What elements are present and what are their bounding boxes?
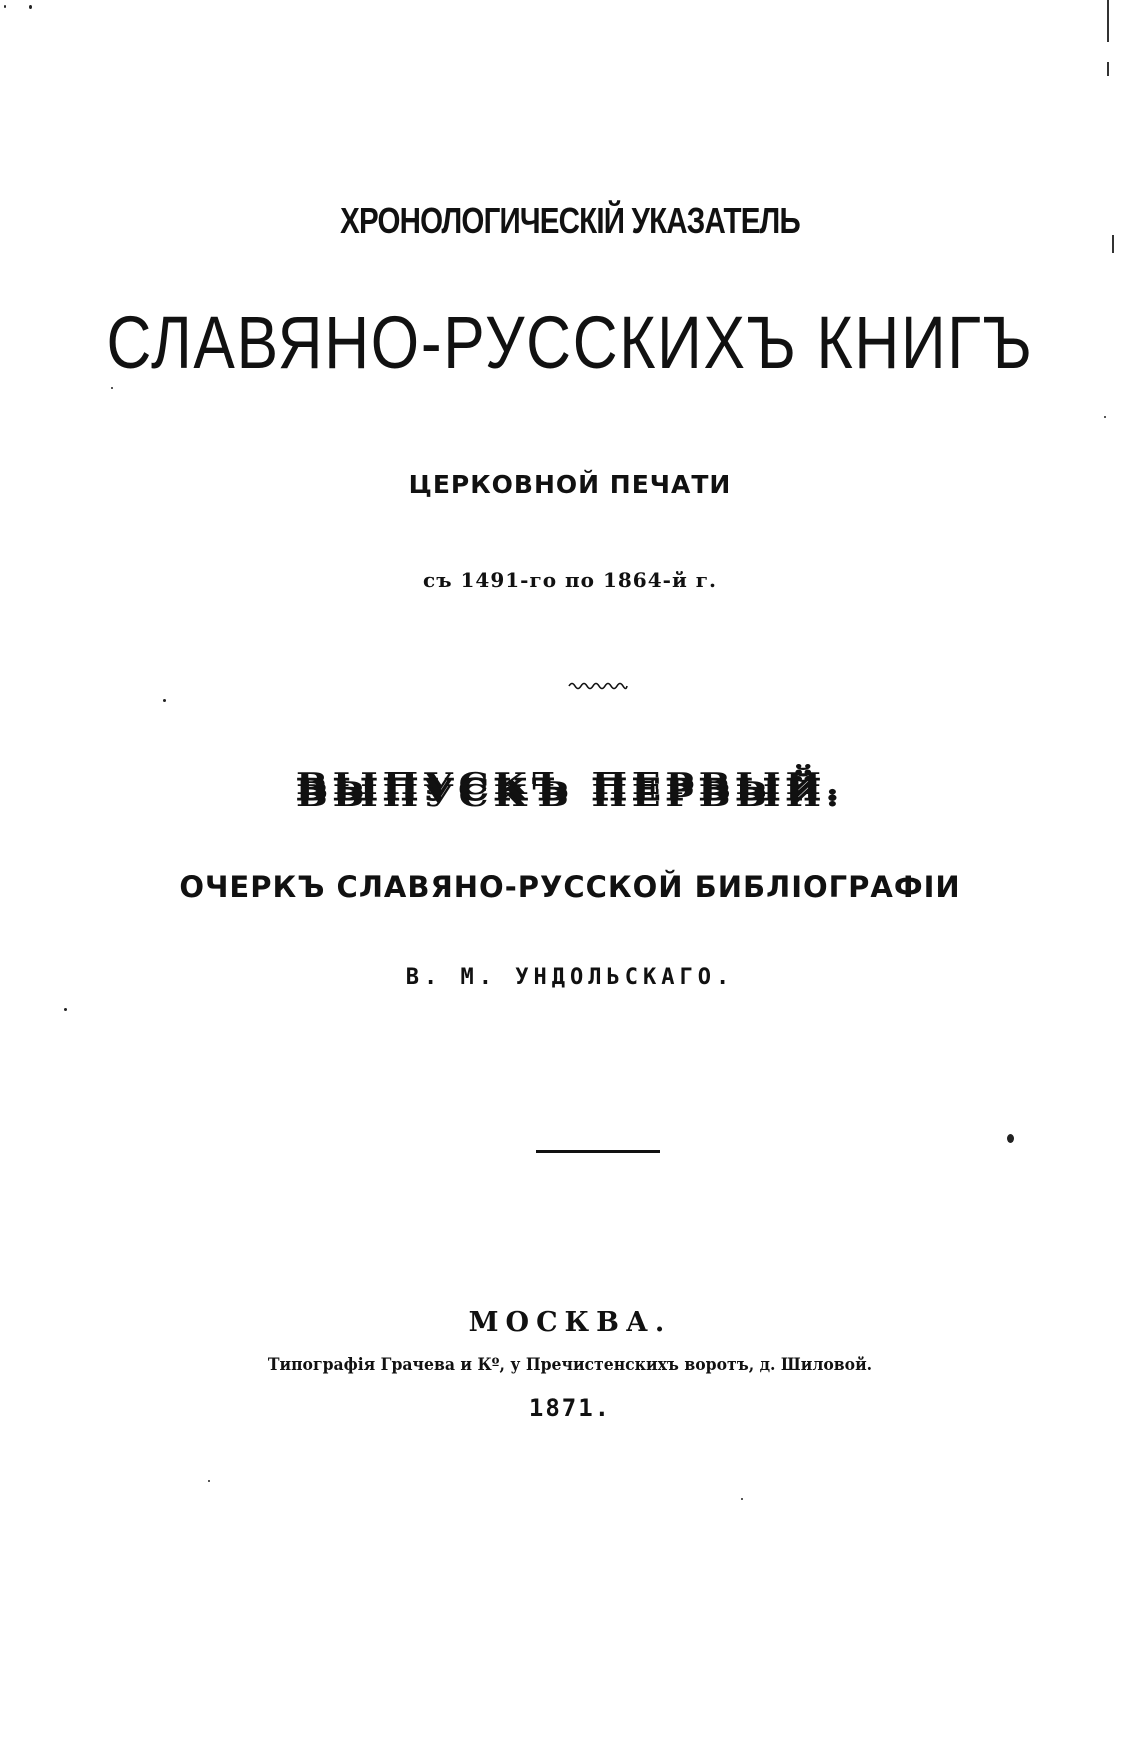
scan-speck [29,5,32,9]
horizontal-rule [536,1150,660,1153]
scan-speck [163,699,166,702]
publication-year: 1871. [528,1394,612,1422]
page-edge-mark [1107,0,1109,42]
wavy-ornament [568,680,628,692]
scan-speck [208,1480,210,1482]
date-range: съ 1491-го по 1864-й г. [423,568,717,592]
title-line-church-print: ЦЕРКОВНОЙ ПЕЧАТИ [408,470,732,499]
scan-speck [111,387,113,389]
page-edge-mark [1107,62,1109,76]
subtitle-bibliography-essay: ОЧЕРКЪ СЛАВЯНО-РУССКОЙ БИБЛІОГРАФІИ [179,870,961,904]
title-line-chronological-index: ХРОНОЛОГИЧЕСКІЙ УКАЗАТЕЛЬ [340,200,800,241]
issue-heading: ВЫПУСКЪ ПЕРВЫЙ. [296,773,844,808]
publication-city: МОСКВА. [468,1307,672,1338]
scan-speck [741,1498,743,1500]
title-line-slavic-russian-books: СЛАВЯНО-РУССКИХЪ КНИГЪ [106,301,1034,384]
page-edge-mark [1112,235,1114,253]
scan-speck [1007,1134,1014,1143]
scan-speck [64,1008,67,1011]
printer-imprint: Типографія Грачева и Кº, у Пречистенскихъ воротъ, д. Шиловой. [267,1355,873,1375]
author-name: В. М. УНДОЛЬСКАГО. [405,965,735,990]
scan-speck [4,5,6,8]
scan-speck [1104,416,1106,418]
